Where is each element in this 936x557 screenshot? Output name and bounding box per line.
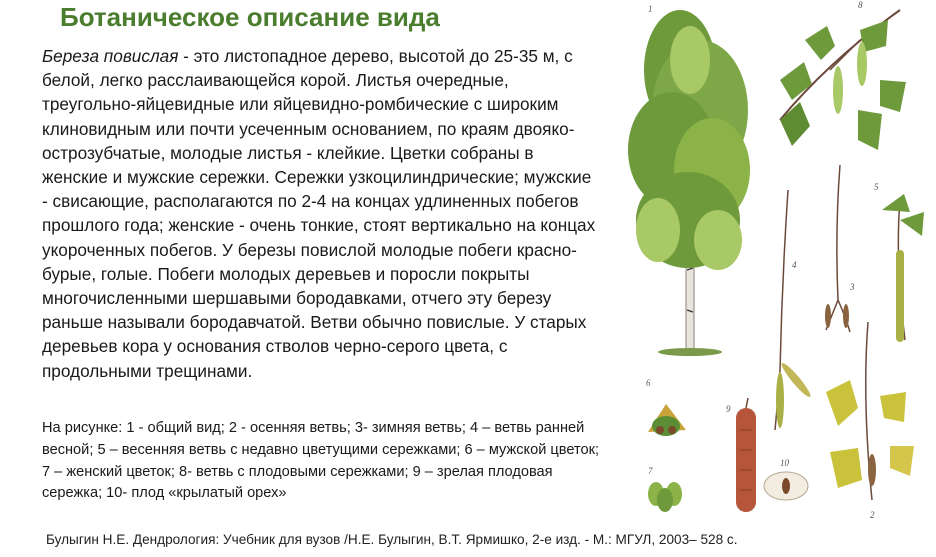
branch-early-spring	[775, 190, 813, 430]
fig-label-7: 7	[648, 466, 653, 476]
species-description	[42, 44, 597, 383]
tree-general-view	[628, 10, 750, 356]
fig-label-2: 2	[870, 510, 875, 520]
fig-label-5: 5	[874, 182, 879, 192]
birch-illustration	[600, 0, 936, 530]
source-citation: Булыгин Н.Е. Дендрология: Учебник для вузов /Н.Е. Булыгин, В.Т. Ярмишко, 2-е изд. - М.: МГУЛ, 2003– 528 с.	[46, 532, 738, 547]
fig-label-6: 6	[646, 378, 651, 388]
fig-label-10: 10	[780, 458, 789, 468]
figure-caption: На рисунке: 1 - общий вид; 2 - осенняя ветвь; 3- зимняя ветвь; 4 – ветвь ранней весной; 5 – весенняя ветвь с недавно цветущими сережками; 6 – мужской цветок; 7 – женский цветок; 8- ветвь с плодовыми сережками; 9 – зрелая плодовая сережка; 10- плод «крылатый орех»	[42, 420, 600, 502]
branch-spring	[882, 194, 924, 342]
male-flower	[648, 404, 686, 436]
branch-fruit-catkins	[780, 10, 906, 150]
female-flower	[648, 482, 682, 512]
fig-label-8: 8	[858, 0, 863, 10]
winged-nut	[764, 472, 808, 500]
ripe-catkin	[736, 398, 756, 512]
page-title: Ботаническое описание вида	[60, 2, 440, 32]
fig-label-9: 9	[726, 404, 731, 414]
branch-winter	[825, 165, 850, 332]
fig-label-3: 3	[850, 282, 855, 292]
species-name: Береза повислая	[42, 46, 179, 66]
branch-autumn	[826, 322, 914, 500]
fig-label-4: 4	[792, 260, 797, 270]
description-text: - это листопадное дерево, высотой до 25-35 м, с белой, легко расслаивающейся корой. Листья очередные, треугольно-яйцевидные или яйцевидно-ромбические с широким клиновидным или почти усеченным основанием, по краям двояко-острозубчатые, молодые листья - клейкие. Цветки собраны в женские и мужские сережки. Сережки узкоцилиндрические; мужские - свисающие, располагаются по 2-4 на концах удлиненных побегов прошлого года; женские - очень тонкие, стоят вертикально на концах укороченных побегов. У березы повислой молодые побеги красно-бурые, голые. Побеги молодых деревьев и поросли покрыты многочисленными шершавыми бородавками, отчего эту березу раньше называли бородавчатой. Ветви обычно повислые. У старых деревьев кора у основания стволов черно-серого цвета, с продольными трещинами.	[42, 46, 596, 381]
fig-label-1: 1	[648, 4, 653, 14]
